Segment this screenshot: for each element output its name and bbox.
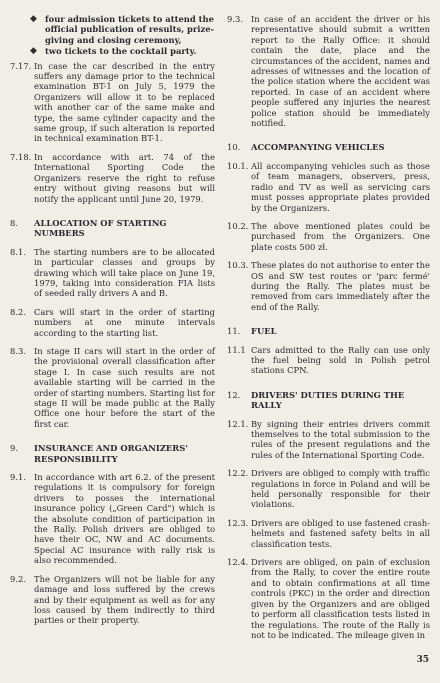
clause-number: 8.3. bbox=[10, 345, 26, 356]
ticket-bullet-list bbox=[10, 14, 215, 57]
diamond-icon: ◆ bbox=[30, 46, 37, 57]
section-title: DRIVERS' DUTIES DURING THE RALLY bbox=[251, 389, 405, 411]
clause-number: 8.1. bbox=[10, 246, 26, 257]
right-column bbox=[227, 14, 430, 648]
clause-number: 12.1. bbox=[227, 418, 249, 429]
clause-text: In case the car described in the entry suffers any damage prior to the technical examination BT-1 on July 5, 1979 the Organizers will allow it to be replaced with another car of the same make and type, the same cylinder capacity and the same group, if such alteration is reported in technical examination BT-1. bbox=[34, 60, 215, 144]
clause-number: 7.18. bbox=[10, 151, 32, 162]
clause-number: 7.17. bbox=[10, 60, 32, 71]
clause-text: The Organizers will not be liable for any damage and loss suffered by the crews and by their equipment as well as for any loss caused by them indirectly to third parties or their property. bbox=[34, 573, 215, 626]
bullet-text: four admission tickets to attend the official publication of results, prize-giving and closing ceremony, bbox=[45, 14, 215, 45]
section-heading-12 bbox=[227, 390, 430, 411]
clause-8-2 bbox=[10, 307, 215, 338]
clause-number: 12.2. bbox=[227, 468, 249, 479]
clause-8-1 bbox=[10, 247, 215, 299]
clause-12-4 bbox=[227, 557, 430, 640]
section-number: 9. bbox=[10, 443, 18, 454]
clause-7-18 bbox=[10, 152, 215, 204]
section-heading-11 bbox=[227, 326, 430, 336]
page-number: 35 bbox=[416, 655, 429, 665]
clause-text: In accordance with art. 74 of the International Sporting Code the Organizers reserve the right to refuse entry without giving reasons but will notify the applicant until June 20, 1979. bbox=[34, 151, 215, 204]
clause-number: 10.1. bbox=[227, 160, 249, 171]
clause-text: Drivers are obliged to use fastened crash-helmets and fastened safety belts in all classification tests. bbox=[251, 517, 430, 549]
clause-8-3 bbox=[10, 346, 215, 429]
clause-12-1 bbox=[227, 419, 430, 461]
clause-number: 11.1 bbox=[227, 344, 246, 355]
clause-text: In case of an accident the driver or his representative should submit a written report to the Rally Office: it should contain the date, place and the circumstances of the accident, names and adresses of witnesses and the location of the police station where the accident was reported. In case of an accident where people suffered any injuries the nearest police station should be immediately notified. bbox=[251, 14, 430, 129]
left-column bbox=[10, 14, 215, 634]
section-title: INSURANCE AND ORGANIZERS' RESPONSIBILITY bbox=[34, 443, 188, 464]
clause-11-1 bbox=[227, 345, 430, 376]
clause-number: 12.4. bbox=[227, 557, 249, 568]
section-number: 12. bbox=[227, 389, 241, 400]
clause-text: Cars admitted to the Rally can use only the fuel being sold in Polish petrol stations CPN. bbox=[251, 344, 430, 376]
clause-text: Drivers are obliged to comply with traffic regulations in force in Poland and will be held personally responsible for their violations. bbox=[251, 468, 430, 510]
clause-number: 9.1. bbox=[10, 472, 26, 483]
section-number: 10. bbox=[227, 142, 241, 153]
clause-text: The above mentioned plates could be purchased from the Organizers. One plate costs 500 zł. bbox=[251, 220, 430, 252]
diamond-icon: ◆ bbox=[30, 14, 37, 24]
clause-number: 12.3. bbox=[227, 517, 249, 528]
clause-text: All accompanying vehicles such as those of team managers, observers, press, radio and TV as well as servicing cars must posses appropriate plates provided by the Organizers. bbox=[251, 160, 430, 213]
section-title: ALLOCATION OF STARTING NUMBERS bbox=[34, 217, 167, 239]
clause-text: The starting numbers are to be allocated in particular classes and groups by drawing which will take place on June 19, 1979, taking into consideration FIA lists of seeded rally drivers A and B. bbox=[34, 246, 215, 299]
section-title: ACCOMPANYING VEHICLES bbox=[251, 142, 385, 153]
section-number: 8. bbox=[10, 217, 18, 228]
clause-number: 9.3. bbox=[227, 14, 243, 24]
clause-text: These plates do not authorise to enter the OS and SW test routes or 'parc fermé' during the Rally. The plates must be removed from cars immediately after the end of the Rally. bbox=[251, 260, 430, 312]
clause-10-3 bbox=[227, 260, 430, 312]
clause-9-1 bbox=[10, 472, 215, 566]
clause-number: 8.2. bbox=[10, 306, 26, 317]
section-title: FUEL bbox=[251, 326, 277, 337]
section-heading-10 bbox=[227, 142, 430, 152]
bullet-item bbox=[30, 14, 215, 45]
clause-text: In accordance with art 6.2. of the present regulations it is compulsory for foreign drivers to posses the international insurance policy („Green Card") which is the absolute condition of participation in the Rally. Polish drivers are obliged to have their OC, NW and AC documents. Special AC insurance with rally risk is also recommended. bbox=[34, 472, 215, 566]
section-heading-9 bbox=[10, 443, 215, 464]
clause-9-2 bbox=[10, 574, 215, 626]
clause-text: By signing their entries drivers commit themselves to the total submission to the rules of the present regulations and the rules of the International Sporting Code. bbox=[251, 418, 430, 460]
clause-12-3 bbox=[227, 518, 430, 549]
clause-number: 9.2. bbox=[10, 573, 26, 584]
section-heading-8 bbox=[10, 218, 215, 239]
clause-12-2 bbox=[227, 468, 430, 510]
clause-number: 10.2. bbox=[227, 220, 249, 231]
clause-9-3 bbox=[227, 14, 430, 128]
clause-10-1 bbox=[227, 161, 430, 213]
section-number: 11. bbox=[227, 326, 241, 337]
clause-number: 10.3. bbox=[227, 260, 249, 271]
bullet-text: two tickets to the cocktail party. bbox=[45, 46, 197, 57]
clause-7-17 bbox=[10, 61, 215, 144]
clause-10-2 bbox=[227, 221, 430, 252]
clause-text: Cars will start in the order of starting numbers at one minute intervals according to the starting list. bbox=[34, 306, 215, 338]
clause-text: Drivers are obliged, on pain of exclusion from the Rally, to cover the entire route and to obtain confirmations at all time controls (PKC) in the order and direction given by the Organizers and are obliged to perform all classification tests listed in the regulations. The route of the Rally is not to be indicated. The mileage given in bbox=[251, 557, 430, 640]
clause-text: In stage II cars will start in the order of the provisional overall classification after stage I. In case such results are not available starting will be carried in the order of starting numbers. Starting list for stage II will be made public at the Rally Office one hour before the start of the first car. bbox=[34, 345, 216, 429]
bullet-item bbox=[30, 46, 215, 56]
